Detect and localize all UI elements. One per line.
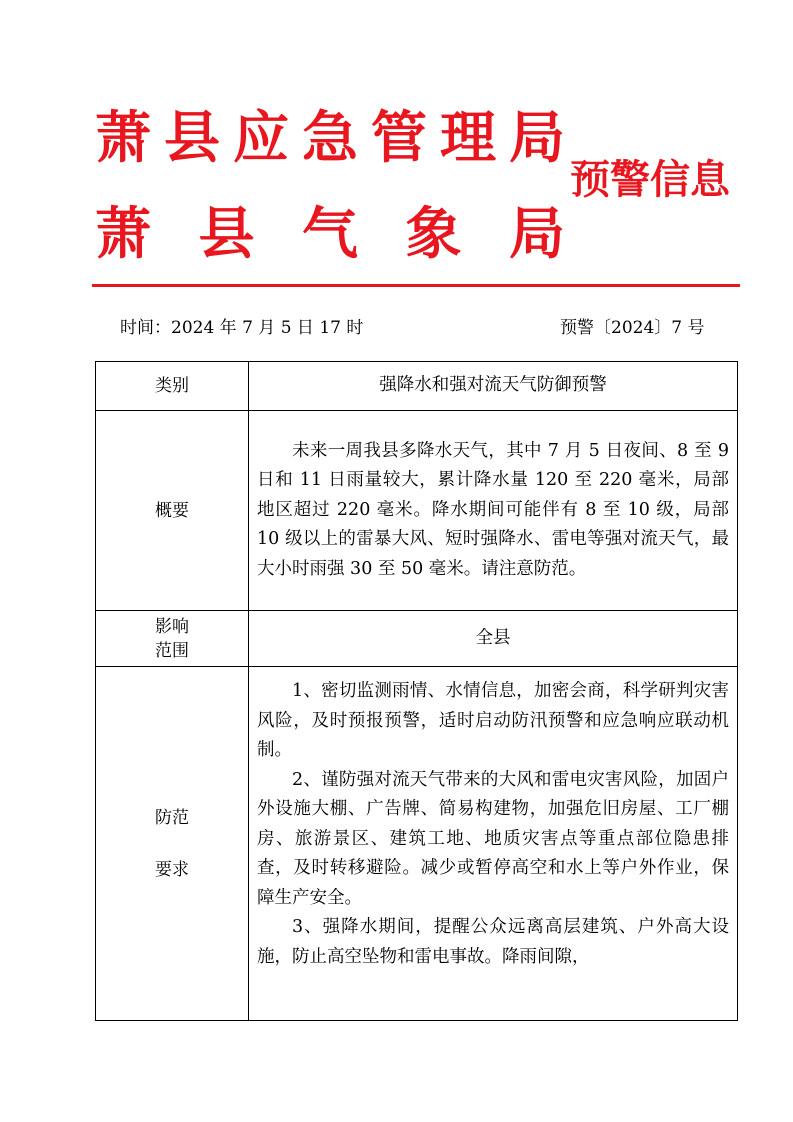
overview-text: 未来一周我县多降水天气，其中 7 月 5 日夜间、8 至 9 日和 11 日雨量较大，累计降水量 120 至 220 毫米，局部地区超过 220 毫米。降水期间可能伴有 8 至 10 级，局部 10 级以上的雷暴大风、短时强降水、雷电等强对流天气，最大小时雨强 30 至 50 毫米。请注意防范。 (257, 440, 729, 579)
issuer-char: 气 (302, 201, 358, 267)
requirement-item: 3、强降水期间，提醒公众远离高层建筑、户外高大设施，防止高空坠物和雷电事故。降雨间隙， (257, 917, 729, 967)
scope-value: 全县 (249, 611, 738, 667)
issuer-char: 局 (509, 105, 565, 171)
warning-number: 预警〔2024〕7 号 (560, 318, 705, 338)
scope-label-line-1: 影响 (155, 616, 189, 637)
red-header-divider (92, 284, 740, 287)
issuer-char: 急 (302, 105, 358, 171)
category-label: 类别 (96, 362, 249, 411)
category-value: 强降水和强对流天气防御预警 (249, 362, 738, 411)
requirements-cell (249, 667, 738, 1021)
issuer-char: 县 (164, 105, 220, 171)
scope-label-line-2: 范围 (155, 640, 189, 661)
overview-cell (249, 411, 738, 611)
issue-time: 时间：2024 年 7 月 5 日 17 时 (120, 318, 364, 338)
scope-label (96, 611, 249, 667)
warning-table (95, 361, 738, 1021)
issuer-char: 局 (509, 201, 565, 267)
requirement-item: 2、谨防强对流天气带来的大风和雷电灾害风险，加固户外设施大棚、广告牌、简易构建物，加强危旧房屋、工厂棚房、旅游景区、建筑工地、地质灾害点等重点部位隐患排查，及时转移避险。减少或暂停高空和水上等户外作业，保障生产安全。 (257, 769, 729, 908)
requirements-label-line-2: 要求 (155, 859, 189, 880)
requirements-label (96, 667, 249, 1021)
document-type-title: 预警信息 (570, 156, 730, 203)
table-row-category (96, 362, 738, 411)
table-row-scope (96, 611, 738, 667)
requirements-list (249, 667, 737, 972)
issuer-char: 理 (440, 105, 496, 171)
requirement-item: 1、密切监测雨情、水情信息，加密会商，科学研判灾害风险，及时预报预警，适时启动防汛预警和应急响应联动机制。 (257, 681, 729, 760)
issuer-char: 萧 (95, 201, 151, 267)
overview-label: 概要 (96, 411, 249, 611)
table-row-overview (96, 411, 738, 611)
issuer-char: 管 (371, 105, 427, 171)
issuer-char: 象 (405, 201, 462, 267)
issuer-char: 应 (233, 105, 289, 171)
requirements-label-line-1: 防范 (155, 807, 189, 828)
issuer-char: 萧 (95, 105, 151, 171)
issuer-char: 县 (198, 201, 255, 267)
table-row-requirements (96, 667, 738, 1021)
issuer-name-emergency-bureau (95, 103, 565, 173)
issuer-name-meteorological-bureau (95, 199, 565, 269)
